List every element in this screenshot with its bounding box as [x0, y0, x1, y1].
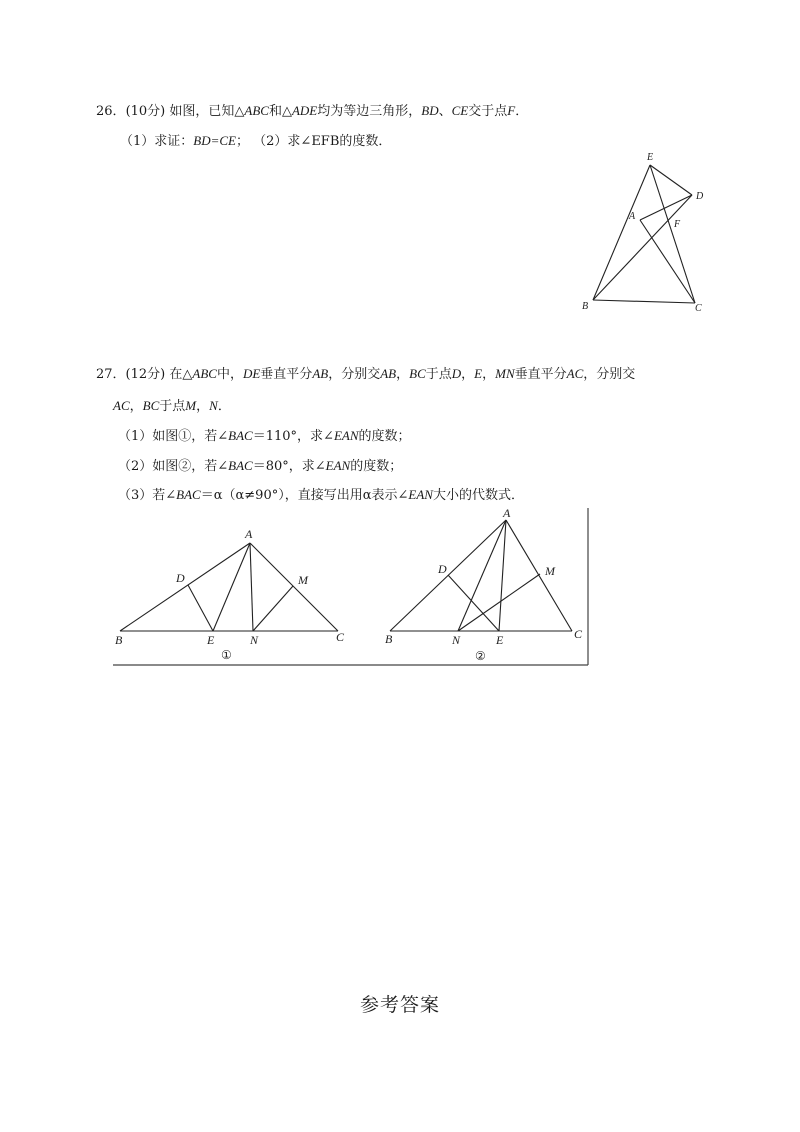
q27-part-1: [118, 425, 411, 444]
segment-ad: [640, 195, 692, 220]
label-c: C: [695, 303, 702, 314]
text: ，分别交: [583, 367, 636, 382]
math-ean: EAN: [333, 428, 359, 443]
text: 和△: [268, 104, 292, 119]
q27-part-2: [118, 455, 402, 474]
math-mn: MN: [495, 366, 515, 381]
label-e: E: [647, 152, 654, 163]
text: ，: [196, 399, 210, 414]
fig2-label-c: C: [574, 627, 583, 641]
fig2-label-n: N: [452, 633, 461, 647]
math-ac: AC: [113, 398, 130, 413]
q27-figures: [110, 505, 595, 670]
text: ．: [217, 399, 231, 414]
fig1-label-d: D: [176, 571, 185, 585]
math-ab: AB: [312, 366, 329, 381]
text: （2）如图②，若∠: [118, 459, 229, 474]
text: 的度数；: [358, 429, 411, 444]
math-bc: BC: [409, 366, 426, 381]
question-number: 27．: [96, 367, 126, 382]
math-n: N: [209, 398, 218, 413]
text: ；: [236, 134, 250, 149]
text: 垂直平分: [260, 367, 313, 382]
part-1-label: （1）求证：: [120, 134, 194, 149]
segment-bc: [593, 300, 695, 303]
fig1-label-m: M: [298, 573, 308, 587]
text: 于点: [159, 399, 186, 414]
label-a: A: [629, 211, 636, 222]
math-bac: BAC: [176, 487, 201, 502]
fig2-label-e: E: [496, 633, 504, 647]
text: ＝80°，求∠: [252, 459, 326, 474]
q27-part-3: [118, 484, 524, 503]
q27-line-2: [113, 395, 231, 414]
math-bd-ce: BD=CE: [193, 133, 236, 148]
text: ＝110°，求∠: [252, 429, 334, 444]
fig1-number: ①: [221, 648, 232, 662]
math-ean: EAN: [325, 458, 351, 473]
fig2-label-d: D: [438, 562, 447, 576]
math-de: DE: [242, 366, 261, 381]
math-m: M: [185, 398, 197, 413]
math-bac: BAC: [228, 428, 253, 443]
math-ac: AC: [566, 366, 584, 381]
question-number: 26: [96, 104, 113, 119]
math-ce: CE: [451, 103, 469, 118]
math-bd: BD: [421, 103, 439, 118]
math-f: F: [507, 103, 516, 118]
part-2-label: （2）求∠EFB的度数．: [253, 134, 392, 149]
fig1-label-e: E: [207, 633, 215, 647]
score: (12分): [125, 367, 166, 382]
math-bac: BAC: [228, 458, 253, 473]
math-e: E: [474, 366, 483, 381]
text: ，: [129, 399, 143, 414]
segment-eb: [593, 165, 650, 300]
q27-line-1: [96, 363, 635, 382]
text: ．: [515, 104, 529, 119]
fig1-label-a: A: [245, 527, 253, 541]
fig1-label-n: N: [250, 633, 259, 647]
text: ，: [396, 367, 410, 382]
segment-ed: [650, 165, 692, 195]
text: 于点: [425, 367, 452, 382]
q26-line-1: 26．(10分) 如图，已知△ABC和△ADE均为等边三角形，BD、CE交于点F．: [96, 103, 529, 119]
text: 大小的代数式．: [432, 488, 524, 503]
math-ab: AB: [380, 366, 397, 381]
answer-title: 参考答案: [359, 994, 440, 1016]
fig1-label-b: B: [115, 633, 123, 647]
math-ade: ADE: [291, 103, 318, 118]
text: 均为等边三角形，: [317, 104, 422, 119]
label-f: F: [674, 219, 681, 230]
text: 交于点: [468, 104, 508, 119]
segment-ac: [640, 220, 695, 303]
fig2-number: ②: [475, 649, 486, 663]
text: 垂直平分: [514, 367, 567, 382]
text: （1）如图①，若∠: [118, 429, 229, 444]
q26-line-2: [120, 130, 391, 149]
figure-frame: [113, 508, 588, 665]
text: ＝α（α≠90°），直接写出用α表示∠: [200, 488, 409, 503]
text: ，: [461, 367, 475, 382]
math-d: D: [451, 366, 462, 381]
text: 在△: [169, 367, 193, 382]
text: 、: [438, 104, 452, 119]
math-abc: ABC: [244, 103, 269, 118]
fig2-label-m: M: [545, 564, 555, 578]
label-d: D: [696, 191, 704, 202]
fig2-label-b: B: [385, 632, 393, 646]
fig1-label-c: C: [336, 630, 345, 644]
math-abc: ABC: [192, 366, 217, 381]
figure-1: [120, 543, 338, 631]
math-ean: EAN: [408, 487, 433, 502]
fig2-label-a: A: [503, 506, 511, 520]
text: 如图，已知△: [169, 104, 245, 119]
score: (10分): [125, 104, 166, 119]
text: 中，: [216, 367, 243, 382]
text: 的度数；: [350, 459, 403, 474]
segment-ec: [650, 165, 695, 303]
text: （3）若∠: [118, 488, 177, 503]
label-b: B: [582, 301, 589, 312]
q26-figure: [570, 145, 720, 320]
text: ，: [482, 367, 496, 382]
text: ，分别交: [328, 367, 381, 382]
math-bc: BC: [142, 398, 160, 413]
